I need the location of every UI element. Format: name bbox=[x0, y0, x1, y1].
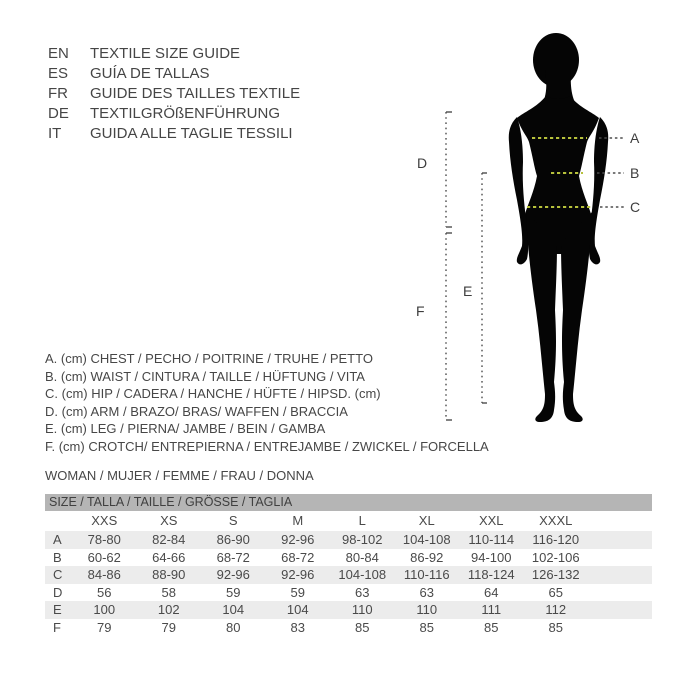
value-cell: 59 bbox=[226, 584, 241, 600]
table-row bbox=[45, 549, 652, 567]
table-row bbox=[45, 531, 652, 549]
size-column-header: L bbox=[358, 513, 366, 528]
table-row bbox=[45, 619, 652, 637]
value-cell: 79 bbox=[97, 619, 112, 635]
marker-label-e: E bbox=[463, 283, 473, 299]
value-cell: 92-96 bbox=[281, 567, 315, 582]
row-spacer bbox=[588, 584, 652, 602]
language-title: GUÍA DE TALLAS bbox=[90, 65, 210, 82]
marker-label-d: D bbox=[417, 155, 428, 171]
legend-line: E. (cm) LEG / PIERNA/ JAMBE / BEIN / GAMBA bbox=[45, 421, 326, 436]
row-label: A bbox=[53, 532, 62, 547]
row-spacer bbox=[588, 549, 652, 567]
value-cell: 63 bbox=[419, 584, 434, 600]
value-cell: 85 bbox=[419, 619, 434, 635]
legend-line: B. (cm) WAIST / CINTURA / TAILLE / HÜFTUNG / VITA bbox=[45, 368, 365, 384]
value-cell: 110-116 bbox=[403, 567, 450, 582]
marker-label-a: A bbox=[630, 130, 640, 146]
value-cell: 64-66 bbox=[152, 549, 186, 565]
value-cell: 116-120 bbox=[532, 532, 580, 547]
language-row bbox=[48, 124, 300, 144]
value-cell: 85 bbox=[484, 619, 499, 635]
value-cell: 102-106 bbox=[531, 549, 580, 565]
value-cell: 110-114 bbox=[468, 532, 515, 547]
table-row bbox=[45, 566, 652, 584]
table-row bbox=[45, 584, 652, 602]
gender-line: WOMAN / MUJER / FEMME / FRAU / DONNA bbox=[45, 468, 314, 483]
marker-label-f: F bbox=[416, 303, 425, 319]
measurement-legend bbox=[45, 350, 489, 455]
table-row bbox=[45, 601, 652, 619]
value-cell: 58 bbox=[161, 584, 176, 600]
language-code: DE bbox=[48, 105, 69, 122]
size-column-header: M bbox=[292, 513, 304, 528]
row-label: C bbox=[53, 567, 63, 582]
size-column-header: XL bbox=[418, 513, 435, 528]
language-row bbox=[48, 64, 300, 84]
value-cell: 126-132 bbox=[531, 567, 580, 582]
value-cell: 64 bbox=[484, 584, 499, 600]
language-row bbox=[48, 44, 300, 64]
size-column-header: XS bbox=[160, 513, 178, 528]
language-row bbox=[48, 84, 300, 104]
value-cell: 68-72 bbox=[281, 549, 315, 565]
value-cell: 110 bbox=[416, 602, 438, 617]
value-cell: 92-96 bbox=[281, 532, 315, 547]
size-table bbox=[45, 494, 652, 636]
marker-label-c: C bbox=[630, 199, 641, 215]
value-cell: 104-108 bbox=[338, 567, 387, 582]
value-cell: 102 bbox=[157, 602, 180, 617]
size-column-header: S bbox=[228, 513, 238, 528]
language-row bbox=[48, 104, 300, 124]
value-cell: 84-86 bbox=[87, 567, 121, 582]
value-cell: 79 bbox=[161, 619, 176, 635]
value-cell: 59 bbox=[290, 584, 305, 600]
row-spacer bbox=[588, 511, 652, 531]
row-spacer bbox=[588, 619, 652, 637]
value-cell: 104 bbox=[286, 602, 309, 617]
size-column-headers bbox=[45, 511, 652, 531]
value-cell: 94-100 bbox=[471, 549, 512, 565]
legend-line: C. (cm) HIP / CADERA / HANCHE / HÜFTE / HIPSD. (cm) bbox=[45, 386, 381, 401]
legend-line: A. (cm) CHEST / PECHO / POITRINE / TRUHE / PETTO bbox=[45, 351, 373, 366]
value-cell: 68-72 bbox=[216, 549, 250, 565]
legend-line: F. (cm) CROTCH/ ENTREPIERNA / ENTREJAMBE / ZWICKEL / FORCELLA bbox=[45, 438, 489, 454]
value-cell: 80 bbox=[226, 619, 241, 635]
size-column-header: XXXL bbox=[539, 513, 573, 528]
value-cell: 112 bbox=[545, 602, 567, 617]
value-cell: 104 bbox=[222, 602, 245, 617]
value-cell: 60-62 bbox=[87, 549, 121, 565]
value-cell: 63 bbox=[355, 584, 370, 600]
value-cell: 92-96 bbox=[216, 567, 250, 582]
language-code: ES bbox=[48, 65, 69, 82]
language-code: IT bbox=[48, 125, 62, 142]
language-title-list bbox=[48, 44, 300, 144]
table-corner-cell bbox=[45, 511, 72, 531]
row-spacer bbox=[588, 531, 652, 549]
language-title: TEXTILE SIZE GUIDE bbox=[90, 45, 241, 62]
woman-silhouette bbox=[509, 33, 608, 422]
value-cell: 110 bbox=[351, 602, 373, 617]
language-title: GUIDE DES TAILLES TEXTILE bbox=[90, 85, 301, 102]
value-cell: 85 bbox=[355, 619, 370, 635]
legend-line: D. (cm) ARM / BRAZO/ BRAS/ WAFFEN / BRACCIA bbox=[45, 403, 348, 419]
value-cell: 82-84 bbox=[152, 532, 186, 547]
language-title: GUIDA ALLE TAGLIE TESSILI bbox=[90, 125, 293, 142]
size-column-header: XXS bbox=[91, 513, 118, 528]
row-spacer bbox=[588, 566, 652, 584]
language-code: EN bbox=[48, 45, 69, 62]
row-spacer bbox=[588, 601, 652, 619]
value-cell: 104-108 bbox=[402, 532, 451, 547]
language-code: FR bbox=[48, 85, 68, 102]
value-cell: 86-92 bbox=[410, 549, 444, 565]
size-column-header: XXL bbox=[478, 513, 504, 528]
value-cell: 118-124 bbox=[467, 567, 515, 582]
size-table-header: SIZE / TALLA / TAILLE / GRÖSSE / TAGLIA bbox=[45, 494, 652, 511]
value-cell: 86-90 bbox=[216, 532, 250, 547]
value-cell: 78-80 bbox=[87, 532, 121, 547]
value-cell: 80-84 bbox=[345, 549, 379, 565]
value-cell: 98-102 bbox=[342, 532, 383, 547]
value-cell: 56 bbox=[97, 584, 112, 600]
value-cell: 83 bbox=[290, 619, 305, 635]
language-title: TEXTILGRÖßENFÜHRUNG bbox=[90, 105, 281, 122]
value-cell: 88-90 bbox=[152, 567, 186, 582]
value-cell: 100 bbox=[93, 602, 116, 617]
marker-label-b: B bbox=[630, 165, 640, 181]
row-label: F bbox=[53, 619, 61, 635]
size-table-body bbox=[45, 531, 652, 636]
row-label: B bbox=[53, 549, 62, 565]
value-cell: 85 bbox=[548, 619, 563, 635]
value-cell: 111 bbox=[481, 602, 502, 617]
row-label: D bbox=[53, 584, 63, 600]
value-cell: 65 bbox=[548, 584, 563, 600]
row-label: E bbox=[53, 602, 62, 617]
